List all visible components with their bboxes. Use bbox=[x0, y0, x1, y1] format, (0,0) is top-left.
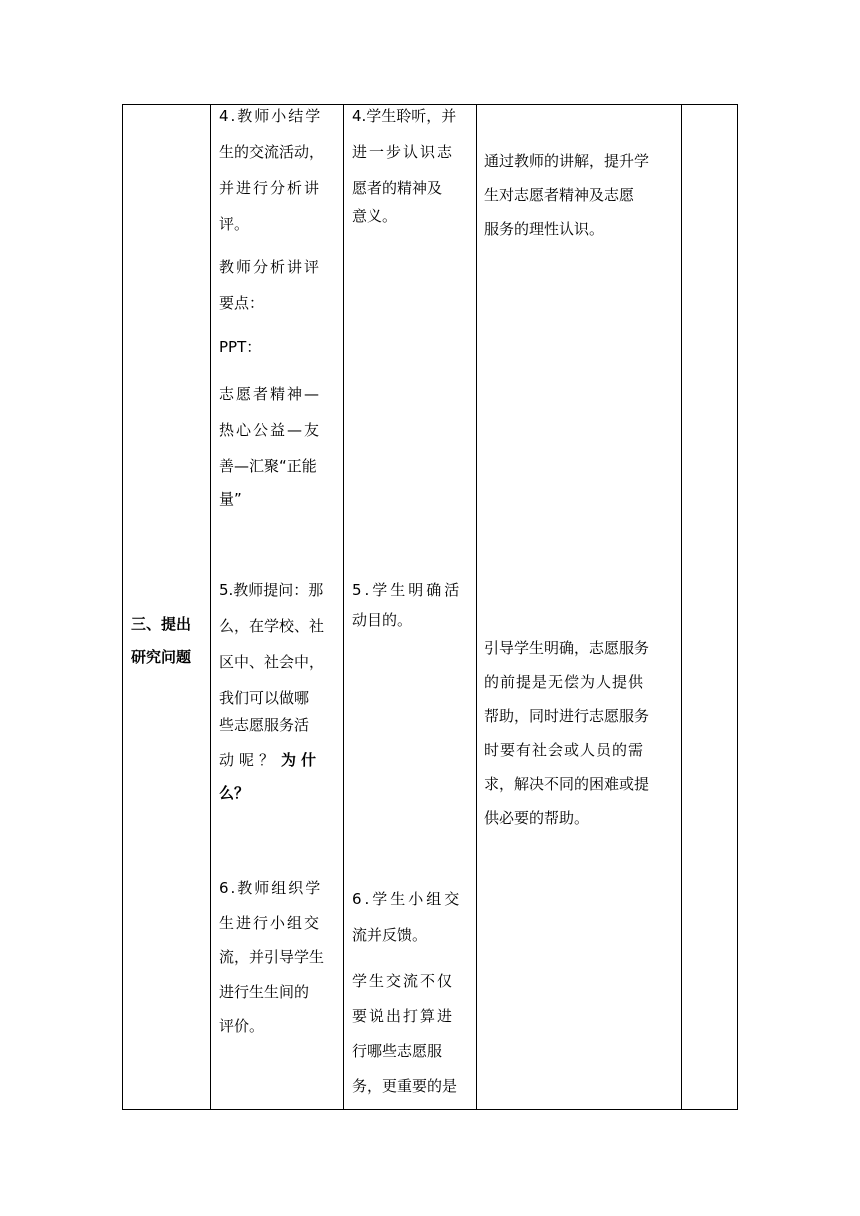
teacher-item5-line: 我们可以做哪 bbox=[219, 689, 310, 707]
intent1-line: 服务的理性认识。 bbox=[484, 220, 605, 238]
student-note-line: 学生交流不仅 bbox=[352, 972, 455, 990]
intent2-line: 帮助，同时进行志愿服务 bbox=[484, 707, 650, 725]
teacher-item5-line: 么，在学校、社 bbox=[219, 617, 325, 635]
section-label-line: 三、提出 bbox=[131, 615, 192, 633]
student-item5-line: 动目的。 bbox=[352, 611, 413, 629]
teacher-item6-line: 流，并引导学生 bbox=[219, 948, 325, 966]
column-divider bbox=[210, 104, 211, 1110]
teacher-item5-line: 5.教师提问：那 bbox=[219, 581, 324, 599]
key-points-line: 教师分析讲评 bbox=[219, 258, 322, 276]
teacher-item4-line: 评。 bbox=[219, 215, 250, 233]
question-emphasis: 为什 bbox=[281, 751, 322, 769]
student-item6-line: 6.学生小组交 bbox=[352, 890, 463, 908]
intent2-line: 引导学生明确，志愿服务 bbox=[484, 639, 650, 657]
table-right-border bbox=[737, 104, 738, 1110]
column-divider bbox=[343, 104, 344, 1110]
question-text: 动呢？ bbox=[219, 751, 280, 769]
lesson-plan-table bbox=[122, 104, 738, 1110]
student-item4-line: 意义。 bbox=[352, 207, 398, 225]
teacher-item6-line: 进行生生间的 bbox=[219, 983, 310, 1001]
teacher-item5-line: 区中、社会中， bbox=[219, 653, 325, 671]
student-item4-line: 进一步认识志 bbox=[352, 143, 455, 161]
student-note-line: 务，更重要的是 bbox=[352, 1077, 458, 1095]
column-divider bbox=[681, 104, 682, 1110]
teacher-item6-line: 生进行小组交 bbox=[219, 914, 322, 932]
teacher-item6-line: 6.教师组织学 bbox=[219, 879, 323, 897]
student-note-line: 要说出打算进 bbox=[352, 1007, 455, 1025]
table-left-border bbox=[122, 104, 123, 1110]
teacher-item4-line: 并进行分析讲 bbox=[219, 179, 322, 197]
ppt-content-line: 志愿者精神— bbox=[219, 385, 322, 403]
ppt-content-line: 量” bbox=[219, 490, 242, 508]
ppt-content-line: 热心公益—友 bbox=[219, 421, 322, 439]
teacher-item4-line: 4.教师小结学 bbox=[219, 107, 323, 125]
student-item5-line: 5.学生明确活 bbox=[352, 581, 463, 599]
teacher-item4-line: 生的交流活动， bbox=[219, 143, 325, 161]
key-points-line: 要点： bbox=[219, 294, 265, 312]
table-bottom-border bbox=[122, 1109, 738, 1110]
section-label-line: 研究问题 bbox=[131, 648, 192, 666]
intent2-line: 时要有社会或人员的需 bbox=[484, 741, 645, 759]
intent1-line: 通过教师的讲解，提升学 bbox=[484, 152, 650, 170]
teacher-item5-line bbox=[219, 745, 321, 777]
student-item4-line: 4.学生聆听，并 bbox=[352, 107, 457, 125]
student-item6-line: 流并反馈。 bbox=[352, 926, 428, 944]
question-emphasis: 么？ bbox=[219, 784, 250, 802]
teacher-item5-line: 些志愿服务活 bbox=[219, 716, 310, 734]
column-divider bbox=[476, 104, 477, 1110]
student-item4-line: 愿者的精神及 bbox=[352, 179, 443, 197]
intent2-line: 供必要的帮助。 bbox=[484, 809, 590, 827]
student-note-line: 行哪些志愿服 bbox=[352, 1042, 443, 1060]
ppt-content-line: 善—汇聚“正能 bbox=[219, 457, 317, 475]
intent2-line: 的前提是无偿为人提供 bbox=[484, 673, 645, 691]
intent2-line: 求，解决不同的困难或提 bbox=[484, 775, 650, 793]
intent1-line: 生对志愿者精神及志愿 bbox=[484, 186, 635, 204]
ppt-label: PPT： bbox=[219, 338, 262, 356]
teacher-item6-line: 评价。 bbox=[219, 1017, 265, 1035]
